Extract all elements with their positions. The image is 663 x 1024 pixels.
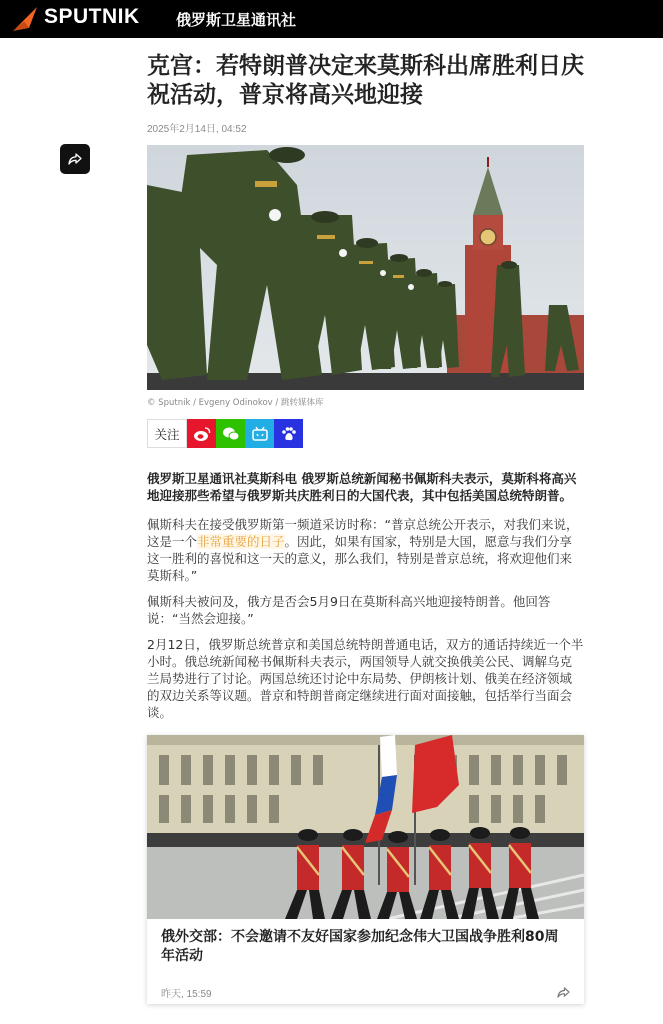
hero-photo-illustration (147, 145, 584, 390)
weibo-icon (193, 426, 211, 442)
related-share-button[interactable] (557, 983, 570, 1002)
related-article-time: 昨天, 15:59 (161, 989, 212, 1000)
related-article-title[interactable]: 俄外交部：不会邀请不友好国家参加纪念伟大卫国战争胜利80周年活动 (161, 929, 559, 964)
bilibili-icon (251, 426, 269, 442)
top-bar (0, 0, 663, 38)
related-article-meta (147, 966, 584, 1004)
share-button[interactable] (60, 144, 90, 174)
related-photo-illustration (147, 735, 584, 919)
baidu-button[interactable] (274, 419, 303, 448)
wechat-button[interactable] (216, 419, 245, 448)
share-icon (68, 153, 82, 165)
bilibili-button[interactable] (245, 419, 274, 448)
wechat-icon (222, 426, 240, 442)
related-article-photo[interactable] (147, 735, 584, 919)
follow-label: 关注 (147, 419, 187, 448)
article-paragraph-3: 2月12日，俄罗斯总统普京和美国总统特朗普通电话，双方的通话持续近一个半小时。俄总统新闻秘书佩斯科夫表示，两国领导人就交换俄美公民、调解乌克兰局势进行了讨论。两国总统还讨论中东局势、伊朗核计划、俄美在经济领域的双边关系等议题。普京和特朗普商定继续进行面对面接触，包括举行当面会谈。 (147, 637, 584, 720)
social-bar (147, 419, 584, 448)
photo-caption: © Sputnik / Evgeny Odinokov / 跳转媒体库 (147, 398, 324, 408)
site-name[interactable]: 俄罗斯卫星通讯社 (176, 11, 297, 29)
hero-photo[interactable] (147, 145, 584, 390)
paragraph-text: 佩斯科夫在接受俄罗斯第一频道采访时称：“普京总统公开表示，对我们来说，这是一个 (147, 517, 579, 549)
baidu-icon (280, 426, 298, 442)
article-paragraph-2: 佩斯科夫被问及，俄方是否会5月9日在莫斯科高兴地迎接特朗普。他回答说：“当然会迎接。” (147, 594, 551, 626)
article (147, 38, 584, 1004)
related-article-card[interactable] (147, 735, 584, 1004)
article-paragraph-1 (147, 516, 584, 584)
article-date: 2025年2月14日, 04:52 (147, 124, 247, 135)
logo-text[interactable]: SPUTNIK (44, 5, 140, 28)
highlighted-link[interactable]: 非常重要的日子 (197, 534, 285, 549)
article-title: 克宫：若特朗普决定来莫斯科出席胜利日庆祝活动，普京将高兴地迎接 (147, 53, 584, 108)
article-lead: 俄罗斯卫星通讯社莫斯科电 俄罗斯总统新闻秘书佩斯科夫表示，莫斯科将高兴地迎接那些希望与俄罗斯共庆胜利日的大国代表，其中包括美国总统特朗普。 (147, 471, 577, 503)
weibo-button[interactable] (187, 419, 216, 448)
sputnik-logo-icon[interactable] (10, 4, 40, 34)
paragraph-text: 。因此，如果有国家，特别是大国，愿意与我们分享这一胜利的喜悦和这一天的意义，那么我们，特别是普京总统，将欢迎他们来莫斯科。” (147, 534, 573, 583)
share-icon (557, 987, 570, 998)
